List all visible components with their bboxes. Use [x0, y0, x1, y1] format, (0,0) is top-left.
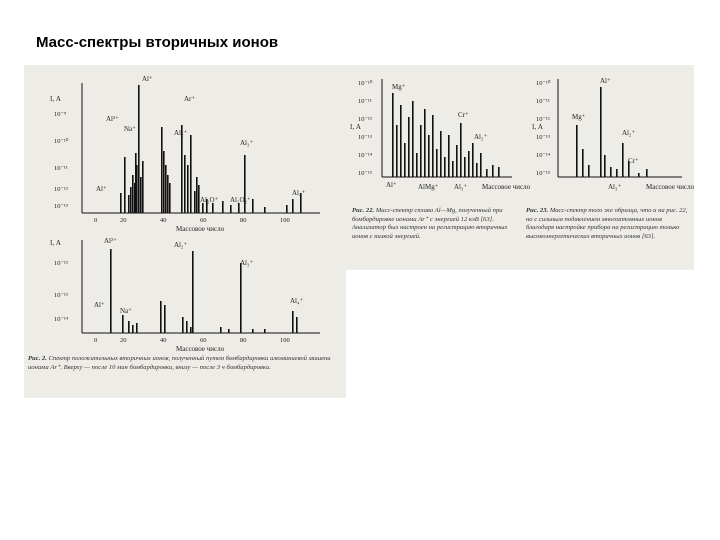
peak-label: Al⁺	[142, 75, 153, 83]
spectrum-peak	[230, 205, 232, 213]
spectrum-peak	[460, 123, 462, 177]
fig22-y-tick: 10⁻¹¹	[358, 98, 372, 105]
peak-label: Ar⁺	[184, 95, 196, 103]
spectrum-peak	[138, 85, 140, 213]
spectrum-peak	[160, 301, 162, 333]
spectrum-peak	[202, 203, 204, 213]
spectrum-peak	[165, 165, 167, 213]
spectrum-peak	[432, 115, 434, 177]
spectrum-peak	[296, 317, 298, 333]
spectrum-peak	[582, 149, 584, 177]
spectrum-peak	[436, 149, 438, 177]
spectrum-peak	[182, 317, 184, 333]
fig22-y-tick: 10⁻¹⁴	[358, 152, 373, 159]
top-y-tick: 10⁻⁹	[54, 111, 67, 118]
spectrum-peak	[161, 127, 163, 213]
peak-label: Na⁺	[124, 125, 136, 133]
figure-22-caption-text: Масс-спектр сплава Al—Mg, полученный при бомбардировке ионами Ar⁺ с энергией 12 кэВ [63]. Анализатор был настроен на регистрацию вторичных ионов с низкой энергией.	[352, 207, 508, 240]
figure-23-caption-text: Масс-спектр того же образца, что и на рис. 22, но с сильным подавлением многоатомных ионов благодаря настройке прибора на регистрацию только высокоэнергетических вторичных ионов [63].	[526, 207, 688, 240]
figure-2-caption-text: Спектр положительных вторичных ионов, полученный путем бомбардировки алюминиевой мишени ионами Ar⁺. Вверху — после 10 мин бомбардировки, внизу — после 3 ч бомбардировки.	[28, 355, 331, 371]
top-x-tick: 0	[94, 217, 98, 224]
spectrum-peak	[244, 155, 246, 213]
spectrum-peak	[576, 125, 578, 177]
peak-label: Al⁺	[96, 185, 107, 193]
fig22-y-tick: 10⁻¹⁰	[358, 80, 373, 87]
fig22-y-tick: 10⁻¹⁵	[358, 170, 373, 177]
spectrum-peak	[480, 153, 482, 177]
peak-label: Al²⁺	[106, 115, 119, 123]
fig22-y-tick: 10⁻¹²	[358, 116, 372, 123]
figure-2-caption	[28, 355, 342, 372]
spectrum-peak	[140, 177, 142, 213]
bottom-x-tick: 40	[160, 337, 167, 344]
top-y-tick: 10⁻¹³	[54, 203, 68, 210]
peak-label: Al⁺	[94, 301, 105, 309]
spectrum-peak	[440, 131, 442, 177]
peak-label: Al₃⁺	[454, 183, 468, 191]
bottom-x-tick: 20	[120, 337, 127, 344]
peak-label: Al₂⁺	[474, 133, 488, 141]
spectrum-peak	[604, 155, 606, 177]
spectrum-peak	[222, 201, 224, 213]
fig23-y-tick: 10⁻¹⁴	[536, 152, 551, 159]
spectrum-peak	[228, 329, 230, 333]
spectrum-peak	[292, 311, 294, 333]
spectrum-peak	[400, 105, 402, 177]
peak-label: Al²⁺	[104, 237, 117, 245]
bottom-y-unit: I, А	[50, 239, 61, 247]
top-x-tick: 60	[200, 217, 207, 224]
spectrum-peak	[128, 195, 130, 213]
spectrum-peak	[187, 165, 189, 213]
figure-22-23-scan	[346, 65, 694, 270]
spectrum-peak	[132, 325, 134, 333]
bottom-x-tick: 80	[240, 337, 247, 344]
fig23-x-label: Массовое число	[646, 183, 694, 191]
spectrum-peak	[444, 157, 446, 177]
spectrum-peak	[122, 315, 124, 333]
peak-label: Al₄⁺	[292, 189, 306, 197]
fig23-y-tick: 10⁻¹¹	[536, 98, 550, 105]
peak-label: Na⁺	[120, 307, 132, 315]
spectrum-peak	[186, 321, 188, 333]
bottom-y-tick: 10⁻¹⁴	[54, 316, 69, 323]
peak-label: Mg⁺	[392, 83, 406, 91]
top-y-tick: 10⁻¹⁰	[54, 138, 69, 145]
spectrum-peak	[416, 153, 418, 177]
spectrum-peak	[110, 249, 112, 333]
spectrum-peak	[616, 169, 618, 177]
peak-label: Cr⁺	[458, 111, 469, 119]
spectrum-peak	[181, 125, 183, 213]
figure-2-caption-number: Рис. 2.	[28, 355, 47, 362]
fig23-y-unit: I, А	[532, 123, 543, 131]
spectrum-peak	[136, 323, 138, 333]
peak-label: Al₂⁺	[622, 129, 636, 137]
slide-title: Масс-спектры вторичных ионов	[36, 34, 279, 51]
fig22-y-unit: I, А	[350, 123, 361, 131]
bottom-x-tick: 100	[280, 337, 290, 344]
spectrum-peak	[392, 93, 394, 177]
spectrum-peak	[190, 135, 192, 213]
spectrum-peak	[132, 175, 134, 213]
spectrum-peak	[396, 125, 398, 177]
spectrum-peak	[486, 169, 488, 177]
top-y-tick: 10⁻¹¹	[54, 165, 68, 172]
peak-label: Al₂⁺	[174, 241, 188, 249]
fig23-y-tick: 10⁻¹⁵	[536, 170, 551, 177]
spectrum-peak	[428, 135, 430, 177]
spectrum-peak	[164, 305, 166, 333]
bottom-x-tick: 60	[200, 337, 207, 344]
top-x-tick: 100	[280, 217, 290, 224]
spectrum-peak	[184, 155, 186, 213]
spectrum-peak	[163, 151, 165, 213]
peak-label: Al⁺	[386, 181, 397, 189]
spectrum-peak	[638, 173, 640, 177]
spectrum-peak	[167, 175, 169, 213]
spectrum-peak	[588, 165, 590, 177]
spectrum-peak	[292, 199, 294, 213]
fig23-y-tick: 10⁻¹⁰	[536, 80, 551, 87]
top-x-tick: 80	[240, 217, 247, 224]
figure-22-caption	[352, 207, 518, 241]
spectrum-peak	[220, 327, 222, 333]
spectrum-peak	[600, 87, 602, 177]
fig23-y-tick: 10⁻¹²	[536, 116, 550, 123]
spectrum-peak	[448, 135, 450, 177]
top-y-unit: I, А	[50, 95, 61, 103]
spectrum-peak	[264, 207, 266, 213]
peak-label: Al₄⁺	[290, 297, 304, 305]
peak-label: Al₃⁺	[240, 259, 254, 267]
spectrum-peak	[456, 145, 458, 177]
spectrum-peak	[498, 167, 500, 177]
spectrum-peak	[420, 125, 422, 177]
spectrum-peak	[404, 143, 406, 177]
spectrum-peak	[130, 187, 132, 213]
peak-label: Mg⁺	[572, 113, 586, 121]
figure-2-scan	[24, 65, 346, 398]
spectrum-peak	[610, 167, 612, 177]
peak-label: Al₂O₂⁺	[230, 196, 251, 204]
spectrum-peak	[408, 117, 410, 177]
bottom-x-tick: 0	[94, 337, 98, 344]
spectrum-peak	[252, 199, 254, 213]
spectrum-peak	[124, 157, 126, 213]
spectrum-peak	[136, 165, 138, 213]
spectrum-peak	[190, 327, 192, 333]
spectrum-peak	[472, 143, 474, 177]
spectrum-peak	[238, 203, 240, 213]
spectrum-peak	[120, 193, 122, 213]
top-y-tick: 10⁻¹²	[54, 186, 68, 193]
top-x-tick: 40	[160, 217, 167, 224]
top-x-tick: 20	[120, 217, 127, 224]
spectrum-peak	[464, 157, 466, 177]
spectrum-peak	[128, 321, 130, 333]
fig22-y-tick: 10⁻¹³	[358, 134, 372, 141]
spectrum-peak	[252, 329, 254, 333]
spectrum-peak	[194, 191, 196, 213]
fig22-x-label: Массовое число	[482, 183, 531, 191]
spectrum-peak	[264, 329, 266, 333]
peak-label: Al₂⁺	[174, 129, 188, 137]
peak-label: Al₃⁺	[240, 139, 254, 147]
spectrum-peak	[192, 251, 194, 333]
spectrum-peak	[196, 177, 198, 213]
spectrum-peak	[468, 151, 470, 177]
peak-label: Al⁺	[600, 77, 611, 85]
figure-22-caption-number: Рис. 22.	[352, 207, 375, 214]
spectrum-peak	[134, 183, 136, 213]
spectrum-peak	[212, 203, 214, 213]
spectrum-peak	[622, 143, 624, 177]
bottom-y-tick: 10⁻¹²	[54, 260, 68, 267]
spectrum-peak	[476, 163, 478, 177]
peak-label: Al₂O⁺	[200, 196, 219, 204]
spectrum-peak	[492, 165, 494, 177]
spectrum-peak	[424, 109, 426, 177]
peak-label: Cr⁺	[628, 157, 639, 165]
figure-23-caption	[526, 207, 690, 241]
spectrum-peak	[286, 205, 288, 213]
figure-23-caption-number: Рис. 23.	[526, 207, 549, 214]
spectrum-peak	[240, 263, 242, 333]
spectrum-peak	[452, 161, 454, 177]
peak-label: Al₃⁺	[608, 183, 622, 191]
spectrum-peak	[169, 183, 171, 213]
fig23-y-tick: 10⁻¹³	[536, 134, 550, 141]
top-x-label: Массовое число	[176, 225, 225, 233]
bottom-x-label: Массовое число	[176, 345, 225, 353]
spectrum-peak	[412, 101, 414, 177]
spectrum-peak	[646, 169, 648, 177]
figure-2-plot	[24, 65, 346, 398]
peak-label: AlMg⁺	[418, 183, 439, 191]
bottom-y-tick: 10⁻¹³	[54, 292, 68, 299]
spectrum-peak	[142, 161, 144, 213]
